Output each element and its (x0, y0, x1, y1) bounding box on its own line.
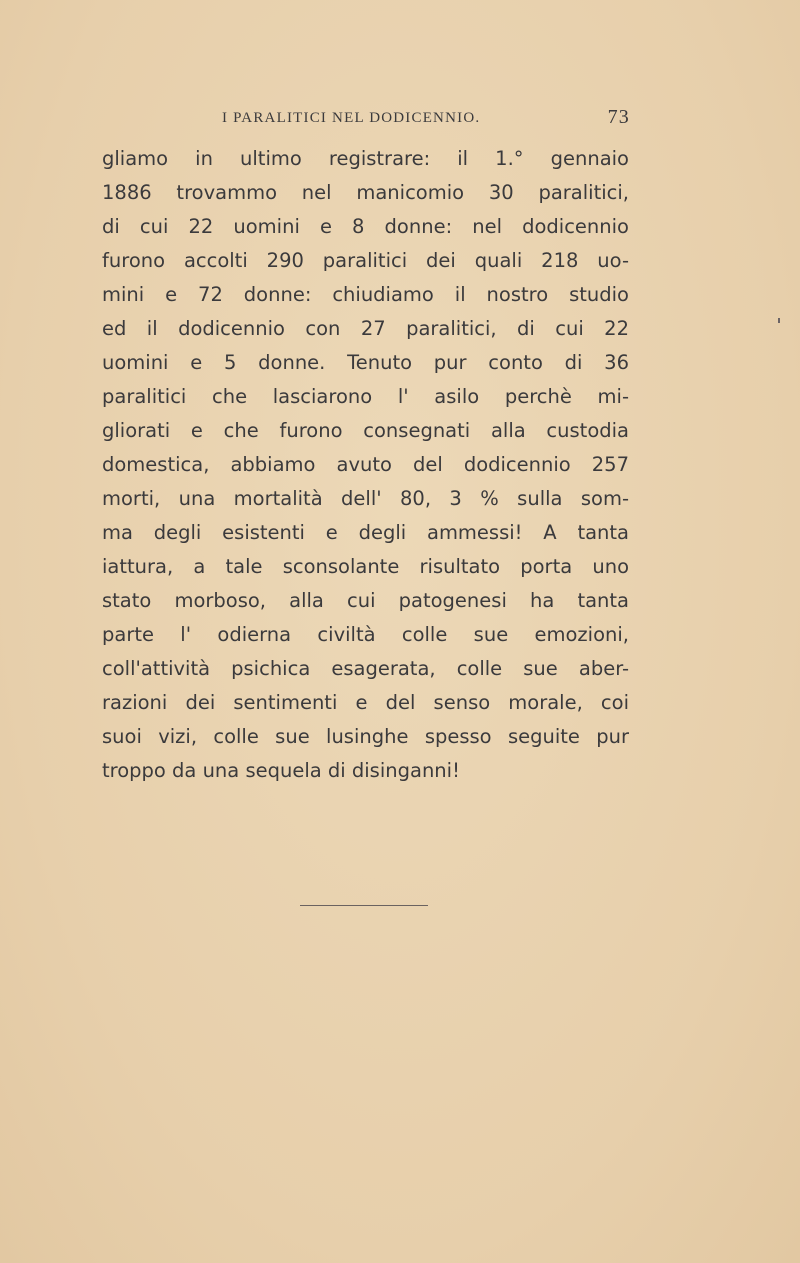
text-line: furono accolti 290 paralitici dei quali 218 uo- (102, 249, 629, 272)
text-line: iattura, a tale sconsolante risultato porta uno (102, 555, 629, 578)
text-line: ma degli esistenti e degli ammessi! A tanta (102, 521, 629, 544)
text-line: di cui 22 uomini e 8 donne: nel dodicennio (102, 215, 629, 238)
end-rule (300, 905, 428, 906)
text-line: domestica, abbiamo avuto del dodicennio 257 (102, 453, 629, 476)
text-line: coll'attività psichica esagerata, colle sue aber- (102, 657, 629, 680)
running-head (102, 106, 630, 136)
text-line: mini e 72 donne: chiudiamo il nostro studio (102, 283, 629, 306)
text-line: ed il dodicennio con 27 paralitici, di cui 22 (102, 317, 629, 340)
text-line: 1886 trovammo nel manicomio 30 paralitici, (102, 181, 629, 204)
text-line: uomini e 5 donne. Tenuto pur conto di 36 (102, 351, 629, 374)
running-title: I PARALITICI NEL DODICENNIO. (222, 110, 481, 126)
ink-speck (778, 318, 780, 323)
text-line: parte l' odierna civiltà colle sue emozioni, (102, 623, 629, 646)
text-line: troppo da una sequela di disinganni! (102, 759, 460, 782)
text-line: gliamo in ultimo registrare: il 1.° gennaio (102, 147, 629, 170)
text-line: stato morboso, alla cui patogenesi ha tanta (102, 589, 629, 612)
text-line: morti, una mortalità dell' 80, 3 % sulla som- (102, 487, 629, 510)
text-line: razioni dei sentimenti e del senso morale, coi (102, 691, 629, 714)
text-line: gliorati e che furono consegnati alla custodia (102, 419, 629, 442)
page-number: 73 (607, 106, 630, 128)
text-line: suoi vizi, colle sue lusinghe spesso seguite pur (102, 725, 629, 748)
text-line: paralitici che lasciarono l' asilo perchè mi- (102, 385, 629, 408)
